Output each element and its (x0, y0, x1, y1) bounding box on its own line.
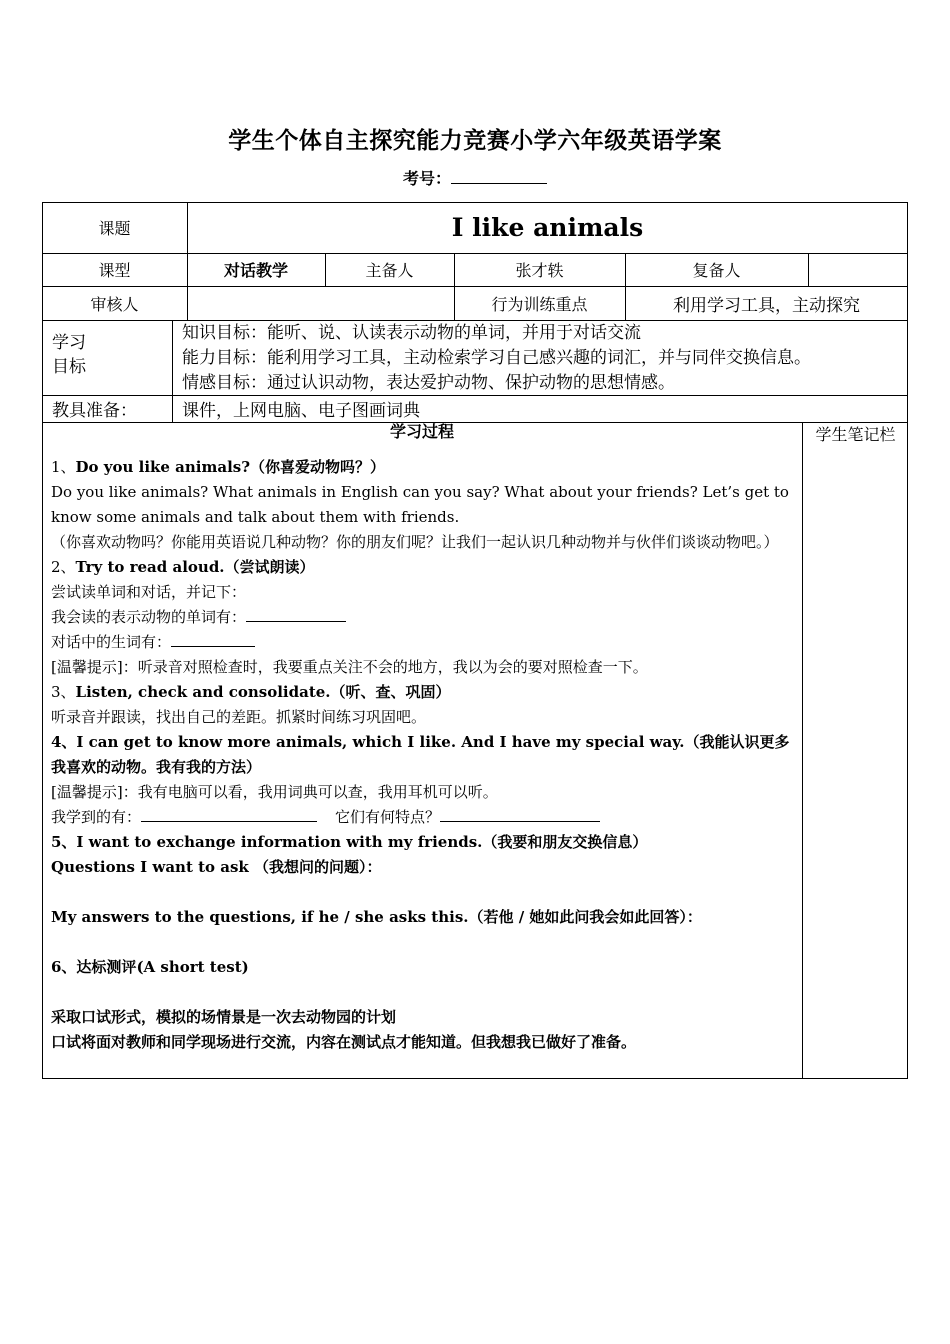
goal-ability: 能力目标：能利用学习工具，主动检索学习自己感兴趣的词汇，并与同伴交换信息。 (182, 348, 811, 368)
goal-emotion: 情感目标：通过认识动物，表达爱护动物、保护动物的思想情感。 (182, 373, 675, 393)
section-2-line-3: 对话中的生词有： (51, 630, 797, 655)
main-prep-label: 主备人 (365, 261, 414, 280)
notes-header: 学生笔记栏 (815, 425, 896, 444)
section-3-line-1: 听录音并跟读，找出自己的差距。抓紧时间练习巩固吧。 (51, 708, 427, 726)
section-5-questions: Questions I want to ask （我想问的问题）： (51, 858, 382, 876)
goals-content (182, 321, 906, 396)
section-1-chinese: （你喜欢动物吗？你能用英语说几种动物？你的朋友们呢？让我们一起认识几种动物并与伙伴们谈谈动物吧。） (51, 533, 779, 551)
section-4-line-1: 我学到的有： 它们有何特点？ (51, 805, 797, 830)
section-4-title: 4、I can get to know more animals, which I like. And I have my special way.（我能认识更多我喜欢的动物。我有我的方法） (51, 733, 790, 776)
section-1-english: Do you like animals? What animals in English can you say? What about your friends? Let’s get to know some animals and talk about them with friends. (51, 483, 789, 526)
notes-column[interactable] (803, 450, 907, 1078)
document-title: 学生个体自主探究能力竞赛小学六年级英语学案 (228, 127, 722, 154)
section-6-line-2: 口试将面对教师和同学现场进行交流，内容在测试点才能知道。但我想我已做好了准备。 (51, 1033, 637, 1051)
process-header: 学习过程 (389, 422, 454, 441)
section-6-title: 6、达标测评(A short test) (51, 958, 249, 976)
exam-number-label: 考号： (402, 169, 451, 188)
type-label: 课型 (98, 261, 131, 280)
animal-words-blank[interactable] (246, 608, 346, 622)
learned-blank[interactable] (141, 808, 317, 822)
new-words-blank[interactable] (171, 633, 255, 647)
goals-label-line-2: 目标 (52, 357, 86, 377)
section-2-tip: [温馨提示]：听录音对照检查时，我要重点关注不会的地方，我以为会的要对照检查一下。 (51, 658, 648, 676)
exam-number (0, 166, 950, 189)
features-blank[interactable] (440, 808, 600, 822)
section-3-title: 3、Listen, check and consolidate.（听、查、巩固） (51, 683, 451, 701)
main-prep-value: 张才轶 (515, 261, 564, 280)
goal-knowledge: 知识目标：能听、说、认读表示动物的单词，并用于对话交流 (182, 323, 641, 343)
section-5-answers: My answers to the questions, if he / she asks this.（若他 / 她如此问我会如此回答）： (51, 908, 702, 926)
goals-label (52, 331, 86, 379)
learning-process (51, 455, 797, 1055)
section-6-line-1: 采取口试形式，模拟的场情景是一次去动物园的计划 (51, 1008, 397, 1026)
section-2-line-1: 尝试读单词和对话，并记下： (51, 583, 247, 601)
section-4-tip: [温馨提示]：我有电脑可以看，我用词典可以查，我用耳机可以听。 (51, 783, 498, 801)
tools-value: 课件，上网电脑、电子图画词典 (182, 401, 420, 421)
sub-prep-label: 复备人 (692, 261, 741, 280)
section-2-title: 2、Try to read aloud.（尝试朗读） (51, 558, 315, 576)
reviewer-label: 审核人 (90, 294, 139, 314)
topic-label: 课题 (98, 219, 131, 238)
topic-value: I like animals (451, 213, 644, 242)
goals-label-line-1: 学习 (52, 333, 86, 353)
focus-label: 行为训练重点 (491, 294, 588, 314)
tools-label: 教具准备： (52, 401, 137, 421)
focus-value: 利用学习工具，主动探究 (673, 295, 860, 316)
section-5-title: 5、I want to exchange information with my friends.（我要和朋友交换信息） (51, 833, 648, 851)
section-1-title: 1、Do you like animals?（你喜爱动物吗？） (51, 458, 386, 476)
exam-number-blank[interactable] (451, 169, 547, 184)
sub-prep-value[interactable] (808, 253, 908, 286)
reviewer-value[interactable] (187, 286, 454, 320)
section-2-line-2: 我会读的表示动物的单词有： (51, 605, 797, 630)
type-value: 对话教学 (223, 261, 288, 280)
